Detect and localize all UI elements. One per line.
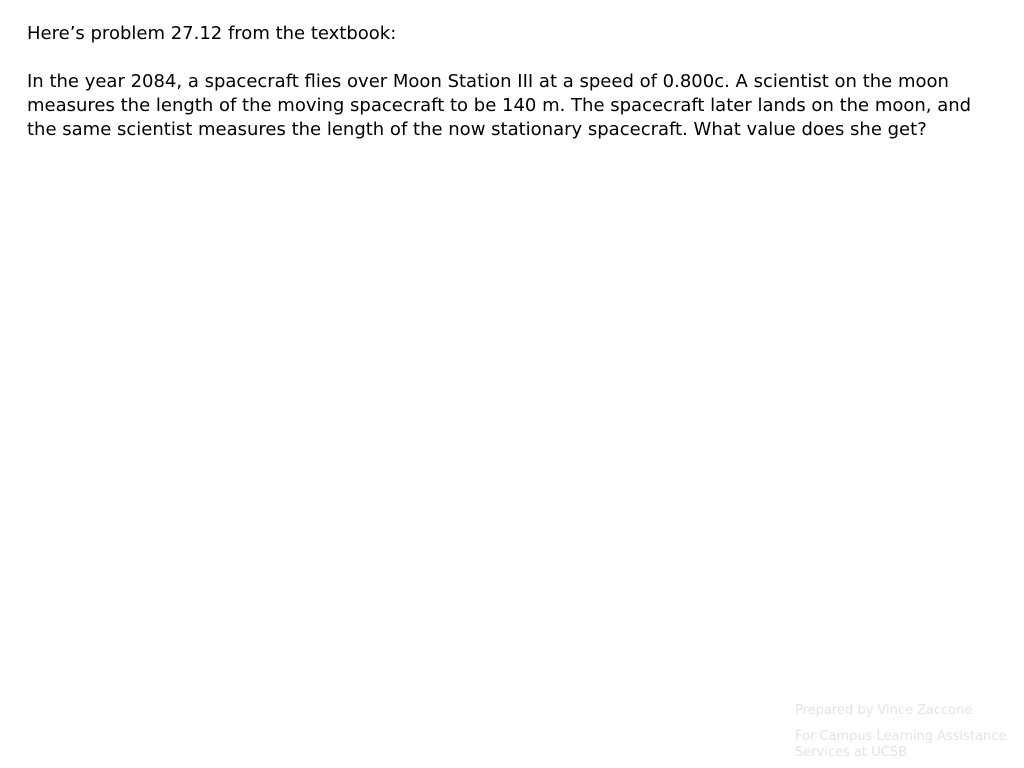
intro-text: Here’s problem 27.12 from the textbook: — [27, 23, 397, 44]
prepared-by-text: Prepared by Vince Zaccone — [795, 703, 973, 718]
organization-text: For Campus Learning Assistance Services at UCSB — [795, 729, 1007, 760]
problem-statement: In the year 2084, a spacecraft flies over Moon Station III at a speed of 0.800c. A scientist on the moon measures the length of the moving spacecraft to be 140 m. The spacecraft later lands on the moon, and the same scientist measures the length of the now stationary spacecraft. What value does she get? — [27, 71, 972, 140]
slide-content — [27, 22, 987, 142]
footer-credit — [795, 703, 1015, 761]
